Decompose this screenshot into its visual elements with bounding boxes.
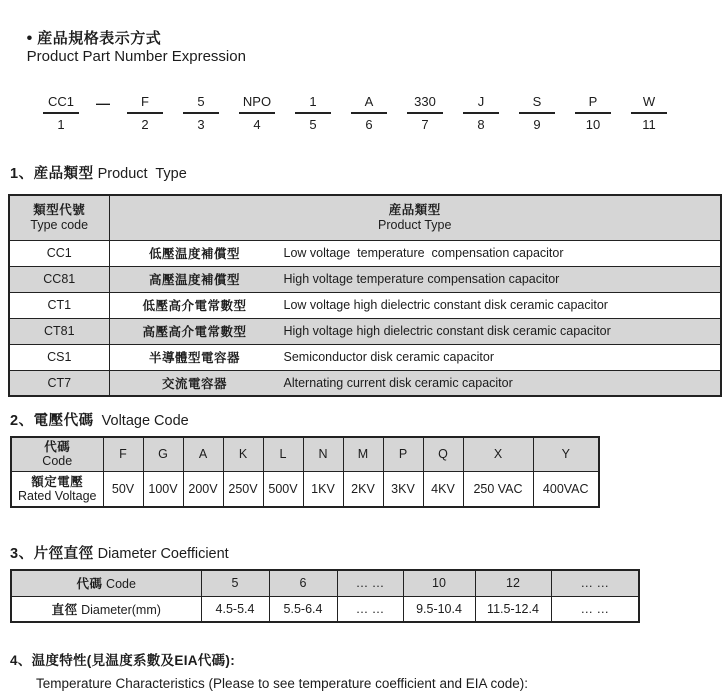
description-cell bbox=[109, 266, 721, 292]
voltage-cell: 500V bbox=[263, 471, 303, 507]
type-code-cell: CC1 bbox=[9, 240, 109, 266]
segment-number: 2 bbox=[141, 117, 149, 132]
diameter-value-cell: … … bbox=[337, 596, 403, 622]
part-number-segment bbox=[117, 94, 173, 132]
diameter-value-row bbox=[11, 596, 639, 622]
voltage-cell: 250 VAC bbox=[463, 471, 533, 507]
diameter-value-cell: 4.5-5.4 bbox=[201, 596, 269, 622]
segment-number: 6 bbox=[365, 117, 373, 132]
header-type-code-zh: 類型代號 bbox=[33, 202, 86, 217]
page-title-zh: 産品規格表示方式 bbox=[37, 30, 162, 47]
code-cell: F bbox=[103, 437, 143, 471]
code-cell: P bbox=[383, 437, 423, 471]
section3-heading-zh: 3、片徑直徑 bbox=[10, 546, 94, 562]
description-zh: 高壓高介電常數型 bbox=[142, 325, 247, 339]
diameter-label-zh: 直徑 bbox=[51, 602, 78, 617]
segment-code: J bbox=[463, 94, 499, 114]
voltage-cell: 50V bbox=[103, 471, 143, 507]
table-row bbox=[9, 240, 721, 266]
voltage-code-table bbox=[10, 436, 600, 508]
voltage-cell: 100V bbox=[143, 471, 183, 507]
voltage-cell: 1KV bbox=[303, 471, 343, 507]
section4-heading-zh: 4、温度特性(見温度系數及EIA代碼): bbox=[10, 653, 235, 668]
table-row bbox=[9, 318, 721, 344]
description-en: Semiconductor disk ceramic capacitor bbox=[283, 350, 494, 364]
type-code-cell: CS1 bbox=[9, 344, 109, 370]
description-zh: 高壓温度補償型 bbox=[148, 273, 240, 287]
voltage-cell: 4KV bbox=[423, 471, 463, 507]
code-cell: K bbox=[223, 437, 263, 471]
segment-code: S bbox=[519, 94, 555, 114]
code-cell: X bbox=[463, 437, 533, 471]
description-en: Low voltage high dielectric constant disk ceramic capacitor bbox=[283, 298, 608, 312]
diameter-code-cell: 12 bbox=[475, 570, 551, 596]
section3-heading bbox=[10, 542, 727, 563]
part-number-segment bbox=[341, 94, 397, 132]
type-code-cell: CC81 bbox=[9, 266, 109, 292]
part-number-segment bbox=[453, 94, 509, 132]
type-code-cell: CT81 bbox=[9, 318, 109, 344]
segment-number: 4 bbox=[253, 117, 261, 132]
part-number-segment bbox=[33, 94, 89, 132]
table-row bbox=[9, 266, 721, 292]
table-row bbox=[9, 344, 721, 370]
diameter-code-cell: … … bbox=[551, 570, 639, 596]
description-en: Alternating current disk ceramic capacitor bbox=[283, 375, 513, 390]
diameter-code-cell: 5 bbox=[201, 570, 269, 596]
segment-number: 9 bbox=[533, 117, 541, 132]
diameter-value-cell: 11.5-12.4 bbox=[475, 596, 551, 622]
section4 bbox=[10, 649, 727, 691]
page-title bbox=[10, 0, 727, 82]
diameter-code-cell: 10 bbox=[403, 570, 475, 596]
segment-number: 11 bbox=[642, 117, 656, 132]
code-cell: N bbox=[303, 437, 343, 471]
part-number-segment bbox=[285, 94, 341, 132]
diameter-label-en: Diameter(mm) bbox=[81, 602, 161, 617]
code-cell: M bbox=[343, 437, 383, 471]
section2-heading bbox=[10, 409, 727, 430]
voltage-cell: 2KV bbox=[343, 471, 383, 507]
section2-heading-en: Voltage Code bbox=[93, 413, 189, 429]
section1-heading-zh: 1、産品類型 bbox=[10, 166, 94, 182]
table-row bbox=[9, 370, 721, 396]
diameter-code-cell: 6 bbox=[269, 570, 337, 596]
code-cell: Q bbox=[423, 437, 463, 471]
voltage-cell: 200V bbox=[183, 471, 223, 507]
description-zh: 低壓高介電常數型 bbox=[142, 299, 247, 313]
type-code-cell: CT7 bbox=[9, 370, 109, 396]
section1-heading-en: Product Type bbox=[93, 166, 187, 182]
description-cell bbox=[109, 370, 721, 396]
code-label-cell bbox=[11, 437, 103, 471]
header-cell-product-type bbox=[109, 195, 721, 240]
segment-code: W bbox=[631, 94, 667, 114]
description-cell bbox=[109, 240, 721, 266]
part-number-segment bbox=[397, 94, 453, 132]
part-number-diagram bbox=[33, 94, 727, 132]
description-zh: 交流電容器 bbox=[161, 376, 227, 391]
separator-dash: — bbox=[96, 95, 110, 111]
header-product-type-en: Product Type bbox=[378, 217, 452, 232]
part-number-segment bbox=[565, 94, 621, 132]
segment-number: 5 bbox=[309, 117, 317, 132]
description-cell bbox=[109, 344, 721, 370]
section1-heading bbox=[10, 162, 727, 183]
rated-voltage-label-en: Rated Voltage bbox=[17, 488, 97, 503]
diameter-table bbox=[10, 569, 640, 623]
description-cell bbox=[109, 318, 721, 344]
description-en: High voltage high dielectric constant disk ceramic capacitor bbox=[283, 324, 611, 338]
segment-code: P bbox=[575, 94, 611, 114]
code-cell: L bbox=[263, 437, 303, 471]
description-en: High voltage temperature compensation capacitor bbox=[283, 272, 560, 286]
voltage-cell: 3KV bbox=[383, 471, 423, 507]
diameter-label-cell bbox=[11, 596, 201, 622]
code-label-zh: 代碼 bbox=[44, 440, 71, 455]
part-number-segment bbox=[229, 94, 285, 132]
diameter-code-label-cell bbox=[11, 570, 201, 596]
segment-code: 5 bbox=[183, 94, 219, 114]
page-title-en: Product Part Number Expression bbox=[26, 48, 246, 65]
segment-number: 1 bbox=[57, 117, 65, 132]
rated-voltage-label-zh: 額定電壓 bbox=[31, 474, 84, 489]
header-cell-type-code bbox=[9, 195, 109, 240]
code-cell: Y bbox=[533, 437, 599, 471]
diameter-code-label-zh: 代碼 bbox=[76, 577, 103, 592]
product-type-table bbox=[8, 194, 722, 397]
description-en: Low voltage temperature compensation capacitor bbox=[283, 246, 564, 260]
code-cell: A bbox=[183, 437, 223, 471]
part-number-segment bbox=[621, 94, 677, 132]
code-cell: G bbox=[143, 437, 183, 471]
table-row bbox=[9, 292, 721, 318]
segment-code: 330 bbox=[407, 94, 443, 114]
type-code-cell: CT1 bbox=[9, 292, 109, 318]
diameter-value-cell: 5.5-6.4 bbox=[269, 596, 337, 622]
rated-voltage-row bbox=[11, 471, 599, 507]
section4-text-en: Temperature Characteristics (Please to see temperature coefficient and EIA code): bbox=[36, 676, 528, 691]
header-product-type-zh: 産品類型 bbox=[388, 202, 441, 217]
header-type-code-en: Type code bbox=[30, 217, 89, 232]
description-cell bbox=[109, 292, 721, 318]
voltage-cell: 400VAC bbox=[533, 471, 599, 507]
part-number-segment bbox=[509, 94, 565, 132]
segment-number: 8 bbox=[477, 117, 485, 132]
diameter-code-label-en: Code bbox=[106, 577, 136, 592]
description-zh: 半導體型電容器 bbox=[148, 351, 240, 365]
bullet-icon: • bbox=[26, 30, 33, 47]
description-zh: 低壓温度補償型 bbox=[148, 247, 240, 261]
voltage-cell: 250V bbox=[223, 471, 263, 507]
voltage-code-row bbox=[11, 437, 599, 471]
segment-number: 3 bbox=[197, 117, 205, 132]
diameter-value-cell: 9.5-10.4 bbox=[403, 596, 475, 622]
part-number-segment bbox=[173, 94, 229, 132]
segment-code: F bbox=[127, 94, 163, 114]
diameter-code-row bbox=[11, 570, 639, 596]
diameter-code-cell: … … bbox=[337, 570, 403, 596]
rated-voltage-label-cell bbox=[11, 471, 103, 507]
segment-code: CC1 bbox=[43, 94, 79, 114]
segment-code: NPO bbox=[239, 94, 275, 114]
section3-heading-en: Diameter Coefficient bbox=[93, 546, 229, 562]
segment-code: A bbox=[351, 94, 387, 114]
segment-number: 10 bbox=[585, 117, 601, 132]
table-header-row bbox=[9, 195, 721, 240]
segment-code: 1 bbox=[295, 94, 331, 114]
code-label-en: Code bbox=[42, 454, 73, 469]
diameter-value-cell: … … bbox=[551, 596, 639, 622]
segment-number: 7 bbox=[421, 117, 429, 132]
section2-heading-zh: 2、電壓代碼 bbox=[10, 413, 94, 429]
